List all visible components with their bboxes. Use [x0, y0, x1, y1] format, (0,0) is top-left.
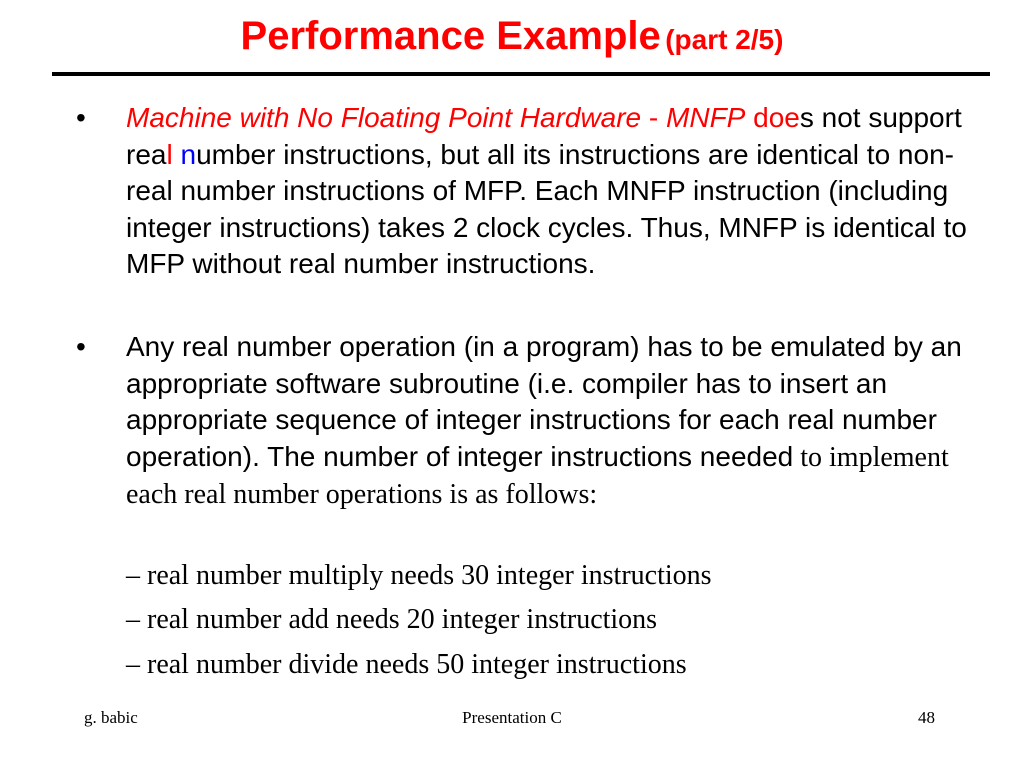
subitem-add: – real number add needs 20 integer instructions — [126, 604, 658, 635]
subitem-divide: – real number divide needs 50 integer instructions — [126, 649, 687, 680]
dash: - — [641, 102, 667, 133]
emulation-text: Any real number operation (in a program) has to be emulated by an appropriate software subroutine (i.e. compiler has to insert an appropriate sequence of integer instructions for each real number operation). The number of integer instructions needed — [126, 331, 962, 472]
bullet-mnfp — [76, 100, 967, 279]
text-n: n — [172, 138, 197, 170]
mnfp-abbrev: MNFP — [666, 102, 746, 133]
bullet-marker: • — [76, 102, 86, 133]
text-support: s not support rea — [126, 102, 962, 170]
title-sub: (part 2/5) — [665, 24, 784, 55]
title-divider — [52, 72, 990, 76]
mnfp-heading: Machine with No Floating Point Hardware — [126, 102, 642, 133]
bullet-text — [126, 329, 986, 514]
slide-title — [0, 14, 1024, 59]
text-doe: doe — [745, 102, 800, 133]
bullet-marker: • — [76, 331, 86, 362]
subitem-multiply: – real number multiply needs 30 integer instructions — [126, 560, 712, 591]
text-l: l — [166, 138, 173, 170]
bullet-emulation — [76, 329, 962, 510]
emulation-text-serif: to implement each real number operations is as follows: — [126, 441, 949, 510]
footer-presentation: Presentation C — [462, 708, 562, 727]
footer-page-number: 48 — [918, 708, 935, 727]
bullet-text — [126, 100, 986, 283]
footer-author: g. babic — [84, 708, 138, 727]
title-main: Performance Example — [240, 14, 661, 58]
text-rest: umber instructions, but all its instructions are identical to non-real number instructions of MFP. Each MNFP instruction (including integer instructions) takes 2 clock cycles. Thus, MNFP is identical to MFP without real number instructions. — [126, 138, 967, 279]
